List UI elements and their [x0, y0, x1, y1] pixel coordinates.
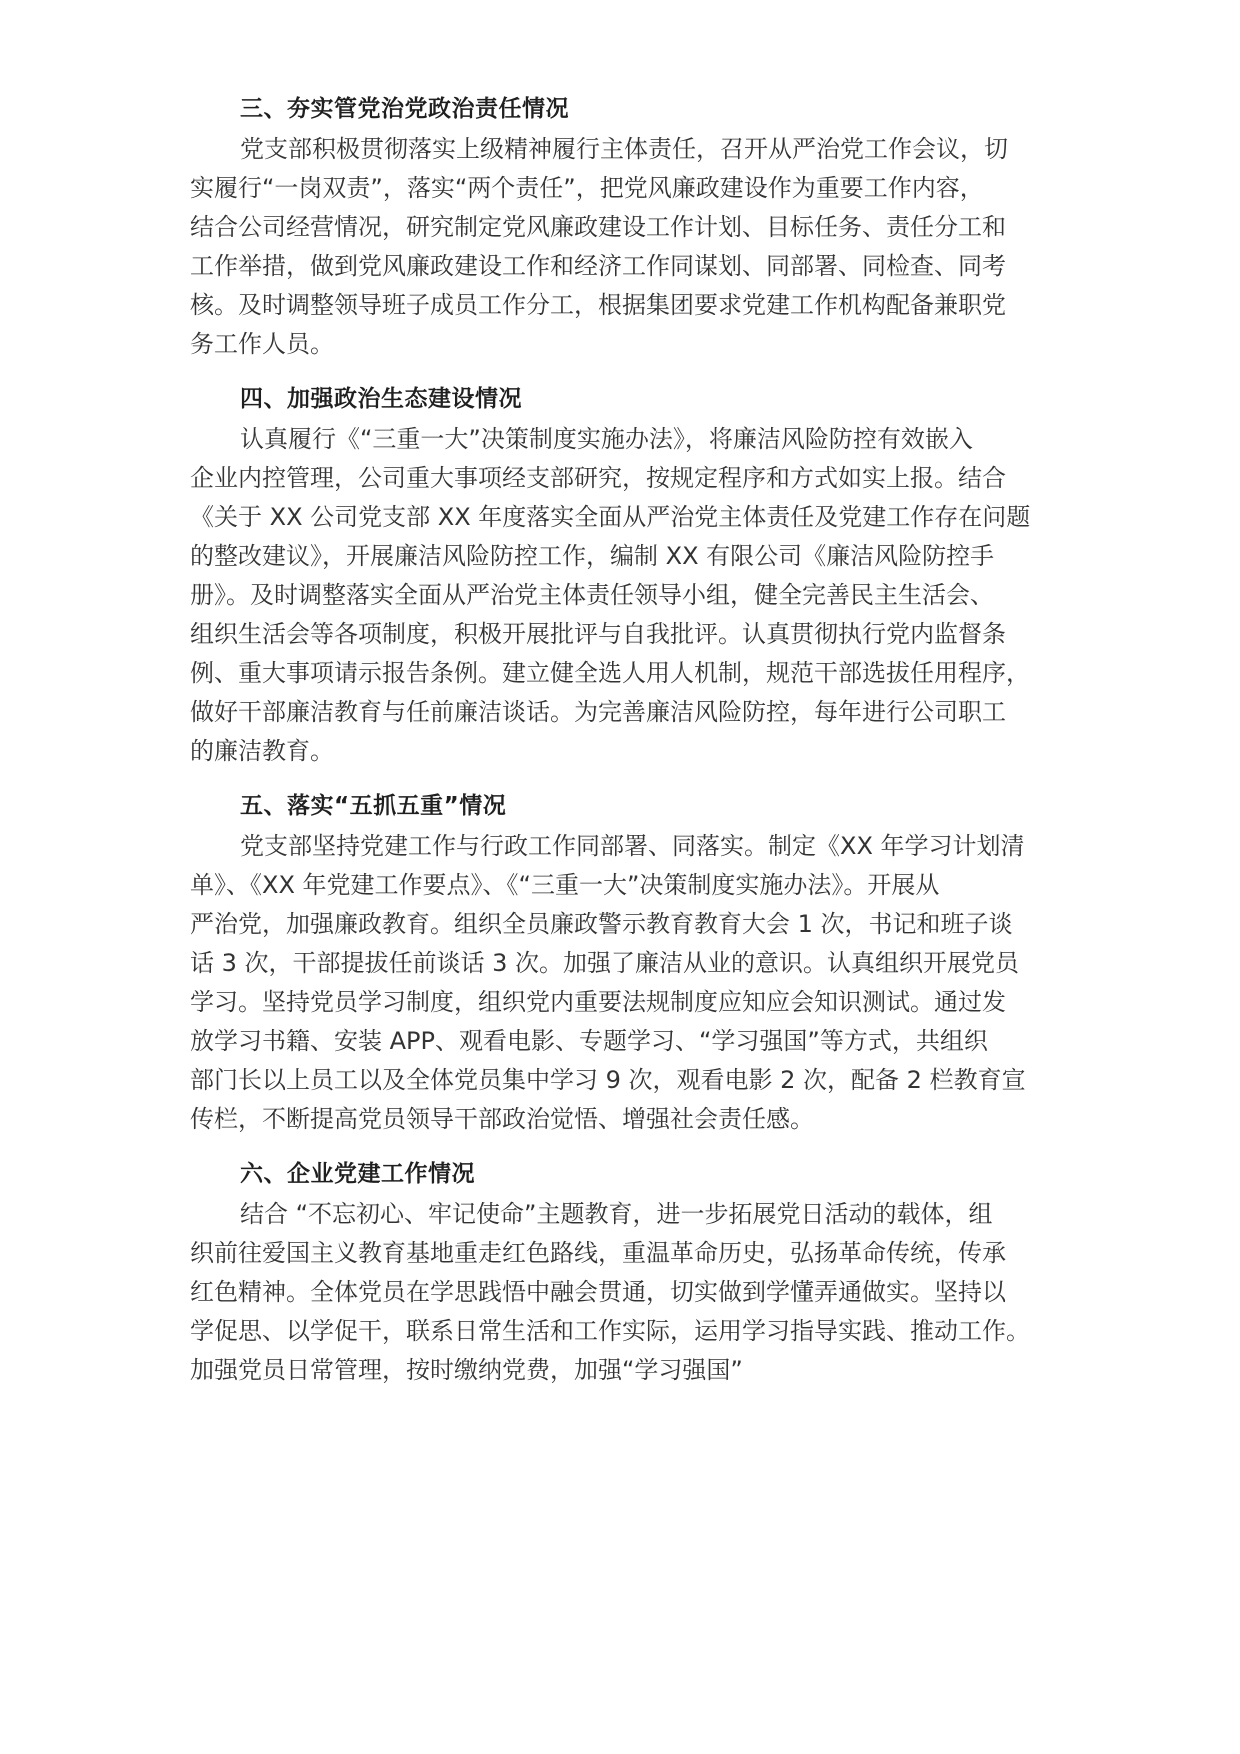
- paragraph-line: 学促思、以学促干，联系日常生活和工作实际，运用学习指导实践、推动工作。: [190, 1317, 1030, 1345]
- paragraph-line: 例、重大事项请示报告条例。建立健全选人用人机制，规范干部选拔任用程序，: [190, 659, 1030, 687]
- paragraph-line: 党支部积极贯彻落实上级精神履行主体责任，召开从严治党工作会议，切: [240, 135, 1008, 163]
- paragraph-line: 结合公司经营情况，研究制定党风廉政建设工作计划、目标任务、责任分工和: [190, 213, 1006, 241]
- paragraph-line: 严治党，加强廉政教育。组织全员廉政警示教育教育大会 1 次，书记和班子谈: [190, 910, 1013, 938]
- paragraph-line: 党支部坚持党建工作与行政工作同部署、同落实。制定《XX 年学习计划清: [240, 832, 1025, 860]
- paragraph-line: 册》。及时调整落实全面从严治党主体责任领导小组，健全完善民主生活会、: [190, 581, 994, 609]
- paragraph-line: 传栏，不断提高党员领导干部政治觉悟、增强社会责任感。: [190, 1105, 814, 1133]
- paragraph-line: 结合 “不忘初心、牢记使命”主题教育，进一步拓展党日活动的载体，组: [240, 1200, 993, 1228]
- paragraph-line: 做好干部廉洁教育与任前廉洁谈话。为完善廉洁风险防控，每年进行公司职工: [190, 698, 1006, 726]
- paragraph-line: 织前往爱国主义教育基地重走红色路线，重温革命历史，弘扬革命传统，传承: [190, 1239, 1006, 1267]
- section-paragraph: [190, 420, 1056, 771]
- paragraph-line: 话 3 次，干部提拔任前谈话 3 次。加强了廉洁从业的意识。认真组织开展党员: [190, 949, 1020, 977]
- paragraph-line: 组织生活会等各项制度，积极开展批评与自我批评。认真贯彻执行党内监督条: [190, 620, 1006, 648]
- section-paragraph: [190, 827, 1056, 1139]
- paragraph-line: 核。及时调整领导班子成员工作分工，根据集团要求党建工作机构配备兼职党: [190, 291, 1006, 319]
- paragraph-line: 务工作人员。: [190, 330, 334, 358]
- paragraph-line: 红色精神。全体党员在学思践悟中融会贯通，切实做到学懂弄通做实。坚持以: [190, 1278, 1006, 1306]
- section-paragraph: [190, 130, 1056, 364]
- paragraph-line: 放学习书籍、安装 APP、观看电影、专题学习、“学习强国”等方式，共组织: [190, 1027, 988, 1055]
- paragraph-line: 部门长以上员工以及全体党员集中学习 9 次，观看电影 2 次，配备 2 栏教育宣: [190, 1066, 1026, 1094]
- paragraph-line: 实履行“一岗双责”，落实“两个责任”，把党风廉政建设作为重要工作内容，: [190, 174, 984, 202]
- paragraph-line: 的整改建议》，开展廉洁风险防控工作，编制 XX 有限公司《廉洁风险防控手: [190, 542, 995, 570]
- section-heading: 五、落实“五抓五重”情况: [240, 793, 507, 819]
- paragraph-line: 学习。坚持党员学习制度，组织党内重要法规制度应知应会知识测试。通过发: [190, 988, 1006, 1016]
- section-heading: 四、加强政治生态建设情况: [240, 386, 522, 412]
- document-body: [190, 88, 1056, 1404]
- paragraph-line: 企业内控管理，公司重大事项经支部研究，按规定程序和方式如实上报。结合: [190, 464, 1006, 492]
- section-heading: 三、夯实管党治党政治责任情况: [240, 96, 569, 122]
- paragraph-line: 认真履行《“三重一大”决策制度实施办法》，将廉洁风险防控有效嵌入: [240, 425, 973, 453]
- paragraph-line: 工作举措，做到党风廉政建设工作和经济工作同谋划、同部署、同检查、同考: [190, 252, 1006, 280]
- paragraph-line: 加强党员日常管理，按时缴纳党费，加强“学习强国”: [190, 1356, 743, 1384]
- section-paragraph: [190, 1195, 1056, 1390]
- section-heading: 六、企业党建工作情况: [240, 1161, 475, 1187]
- paragraph-line: 的廉洁教育。: [190, 737, 334, 765]
- paragraph-line: 单》、《XX 年党建工作要点》、《“三重一大”决策制度实施办法》。开展从: [190, 871, 940, 899]
- paragraph-line: 《关于 XX 公司党支部 XX 年度落实全面从严治党主体责任及党建工作存在问题: [190, 503, 1031, 531]
